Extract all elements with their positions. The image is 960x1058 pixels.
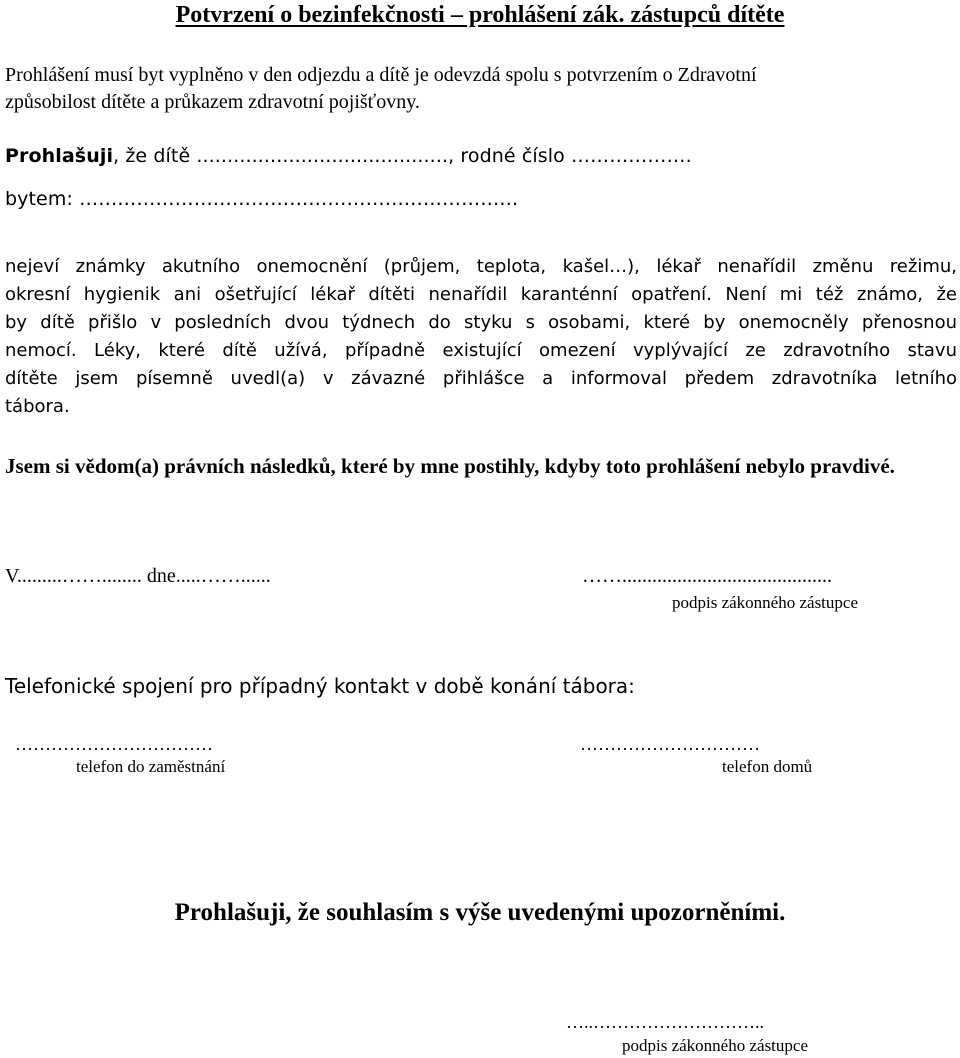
child-declaration-line [5, 147, 692, 166]
legal-warning: Jsem si vědom(a) právních následků, které by mne postihly, kdyby toto prohlášení nebylo pravdivé. [5, 454, 895, 478]
final-signature-line: …..……………………….. [566, 1012, 764, 1032]
declaration-lead: Prohlašuji [5, 145, 114, 167]
final-signature-caption: podpis zákonného zástupce [622, 1036, 808, 1055]
body-line-5: dítěte jsem písemně uvedl(a) v závazné přihlášce a informoval předem zdravotníka letního [5, 368, 957, 389]
body-line-1: nejeví známky akutního onemocnění (průjem, teplota, kašel…), lékař nenařídil změnu režimu, [5, 256, 957, 277]
intro-line-1: Prohlášení musí byt vyplněno v den odjezdu a dítě je odevzdá spolu s potvrzením o Zdravotní [5, 64, 757, 86]
place-and-date-field: V.........……........ dne.....……...... [5, 565, 271, 587]
signature-caption: podpis zákonného zástupce [672, 593, 858, 612]
body-line-3: by dítě přišlo v posledních dvou týdnech do styku s osobami, které by onemocněly přenosnou [5, 312, 957, 333]
work-phone-caption: telefon do zaměstnání [76, 757, 226, 776]
body-line-4: nemocí. Léky, které dítě užívá, případně existující omezení vyplývající ze zdravotního stavu [5, 340, 957, 361]
body-line-6: tábora. [5, 396, 70, 417]
home-phone-line: ………………………… [580, 734, 760, 754]
body-line-2: okresní hygienik ani ošetřující lékař dítěti nenařídil karanténní opatření. Není mi též známo, že [5, 284, 957, 305]
work-phone-line: …………………………… [15, 734, 213, 754]
page-title: Potvrzení o bezinfekčnosti – prohlášení zák. zástupců dítěte [175, 2, 785, 28]
address-field: bytem: …………………………………………………………… [5, 188, 519, 210]
intro-line-2: způsobilost dítěte a průkazem zdravotní pojišťovny. [5, 91, 420, 113]
child-name-and-birth-number-field: , že dítě ........................................., rodné číslo ………………. [113, 145, 692, 167]
home-phone-caption: telefon domů [722, 757, 813, 776]
consent-statement: Prohlašuji, že souhlasím s výše uvedenými upozorněními. [174, 899, 786, 926]
signature-line: …….......................................... [582, 565, 832, 587]
phone-heading: Telefonické spojení pro případný kontakt v době konání tábora: [5, 674, 635, 698]
